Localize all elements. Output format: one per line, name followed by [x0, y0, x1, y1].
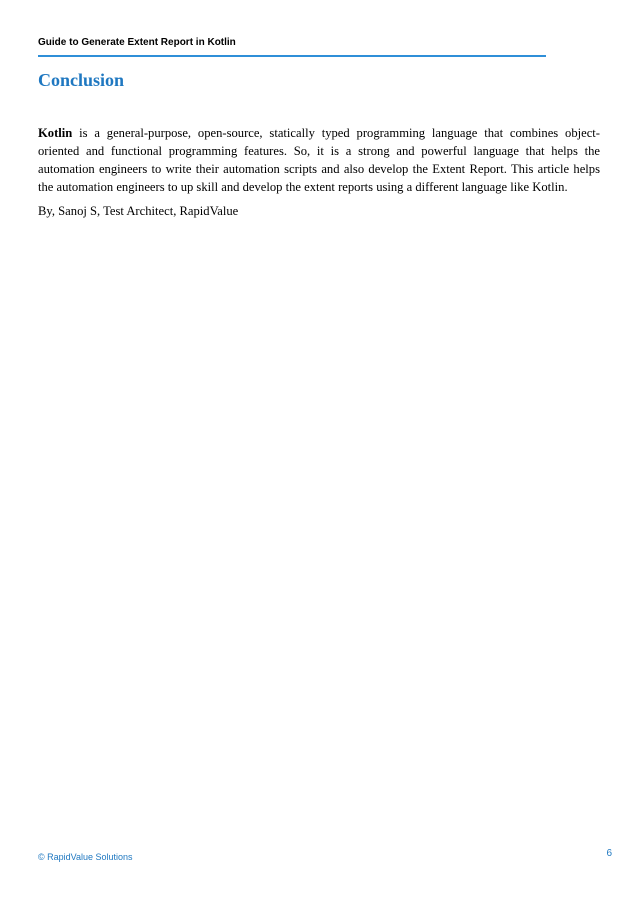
page-number: 6: [606, 848, 612, 859]
footer-copyright: © RapidValue Solutions: [38, 852, 133, 862]
author-byline: By, Sanoj S, Test Architect, RapidValue: [38, 204, 239, 218]
header-divider-line: [38, 55, 546, 57]
running-header-title: Guide to Generate Extent Report in Kotlin: [38, 37, 236, 48]
paragraph-lead-term: Kotlin: [38, 126, 73, 140]
paragraph-body: is a general-purpose, open-source, statically typed programming language that combines object-oriented and functional programming features. So, it is a strong and powerful language that helps the automation engineers to write their automation scripts and also develop the Extent Report. This article helps the automation engineers to up skill and develop the extent reports using a different language like Kotlin.: [38, 126, 600, 194]
conclusion-paragraph: [38, 124, 600, 196]
section-heading: Conclusion: [38, 70, 125, 90]
